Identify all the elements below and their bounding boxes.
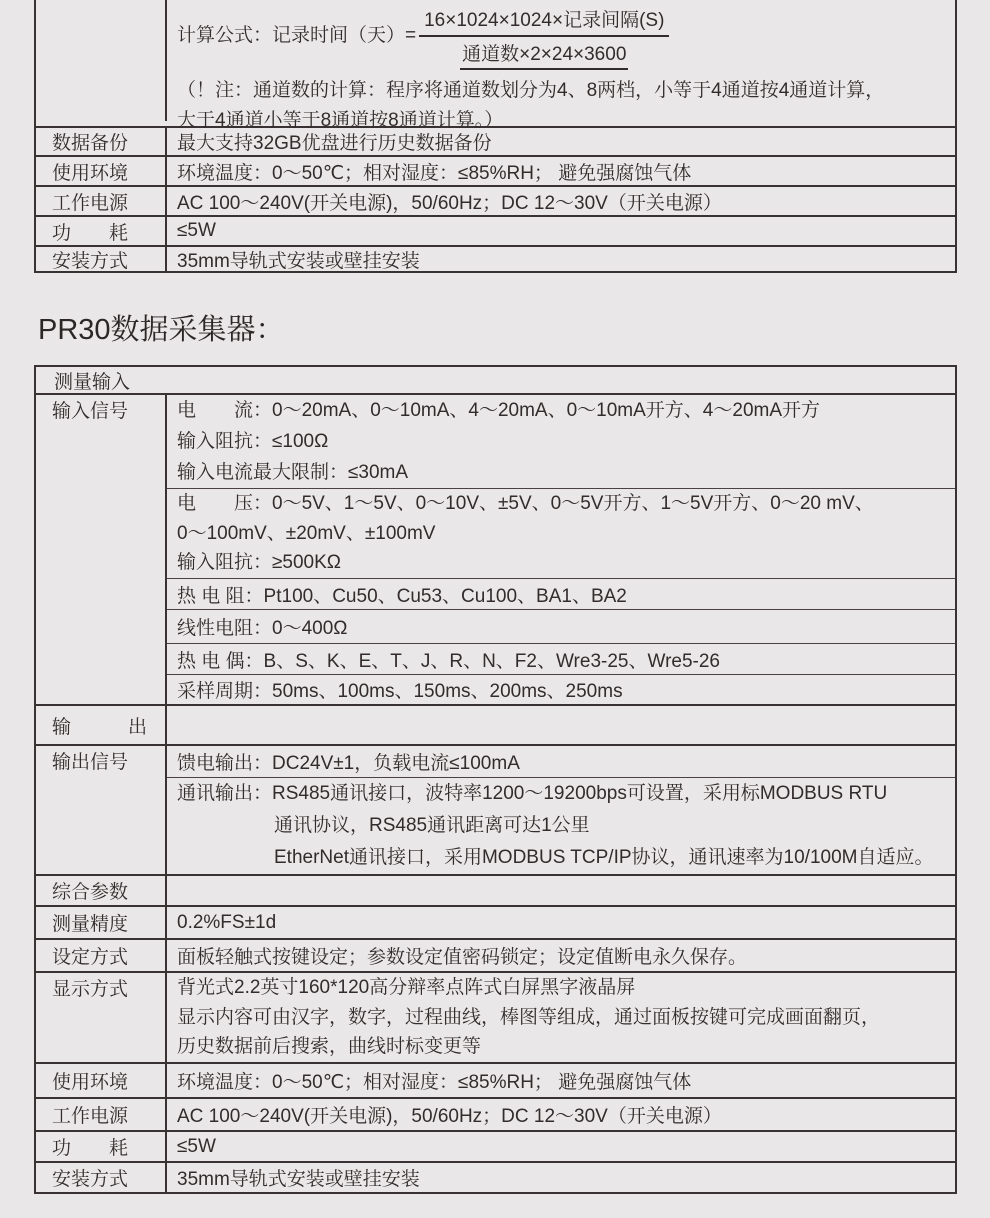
row-label: 工作电源 [36,187,167,215]
subrow-linear-resistance: 线性电阻：0～400Ω [167,609,955,643]
section-row-general-params [36,874,955,905]
input-signal-values [167,395,955,704]
formula-note-line1: （！注：通道数的计算：程序将通道数划分为4、8两档，小等于4通道按4通道计算， [177,80,885,101]
row-label: 安装方式 [36,1163,167,1192]
formula-denominator: 通道数×2×24×3600 [460,38,628,70]
spec-line: 电 流：0～20mA、0～10mA、4～20mA、0～10mA开方、4～20mA开方 [177,400,821,421]
row-power-consumption [36,1130,955,1161]
row-value: 35mm导轨式安装或壁挂安装 [177,1169,420,1190]
spec-table-main [34,365,957,1194]
row-label: 安装方式 [36,247,167,271]
empty-cell [167,706,955,744]
formula-prefix: 计算公式：记录时间（天）= [177,25,417,46]
record-time-formula [177,5,669,70]
spec-line: 背光式2.2英寸160*120高分辩率点阵式白屏黑字液晶屏 [177,977,636,999]
row-value: 面板轻触式按键设定；参数设定值密码锁定；设定值断电永久保存。 [177,947,748,968]
row-label: 使用环境 [36,157,167,185]
section-row-output [36,704,955,744]
subrow-thermocouple: 热 电 偶：B、S、K、E、T、J、R、N、F2、Wre3-25、Wre5-26 [167,643,955,674]
spec-line: 通讯输出：RS485通讯接口，波特率1200～19200bps可设置，采用标MODBUS RTU [177,783,888,804]
subrow-display [167,973,955,1062]
row-value: 环境温度：0～50℃；相对湿度：≤85%RH； 避免强腐蚀气体 [177,1072,692,1093]
row-label: 功 耗 [36,1132,167,1161]
row-label: 综合参数 [36,876,167,905]
subrow-voltage [167,488,955,578]
row-display-method [36,971,955,1062]
subrow-sampling-period: 采样周期：50ms、100ms、150ms、200ms、250ms [167,674,955,704]
row-data-backup [36,126,955,155]
row-label: 测量精度 [36,907,167,938]
row-environment [36,155,955,185]
row-label: 输 出 [36,706,167,744]
row-value: 最大支持32GB优盘进行历史数据备份 [177,133,492,154]
row-accuracy [36,905,955,938]
display-values [167,973,955,1062]
subrow-feed-output: 馈电输出：DC24V±1，负载电流≤100mA [177,753,520,774]
row-value: AC 100～240V(开关电源)，50/60Hz；DC 12～30V（开关电源） [177,1106,722,1127]
output-signal-values [167,746,955,874]
row-value: ≤5W [177,220,216,241]
row-environment [36,1062,955,1097]
row-label: 显示方式 [36,973,167,1062]
spec-line: 输入阻抗：≤100Ω [177,431,329,452]
formula-row [36,0,955,131]
row-label: 功 耗 [36,217,167,245]
section-title: 测量输入 [54,371,131,393]
row-power-supply [36,185,955,215]
row-input-signal [36,393,955,704]
spec-line: 电 压：0～5V、1～5V、0～10V、±5V、0～5V开方、1～5V开方、0～20 mV、 [177,493,874,515]
spec-line: 0～100mV、±20mV、±100mV [177,522,436,544]
row-label: 工作电源 [36,1099,167,1130]
formula-cell [167,0,955,131]
spec-line: EtherNet通讯接口，采用MODBUS TCP/IP协议，通讯速率为10/100M自适应。 [274,847,934,868]
row-label: 设定方式 [36,940,167,971]
section-row-measure-input [36,367,955,393]
empty-cell [167,876,955,905]
subrow-comm-output [167,777,955,874]
row-value: AC 100～240V(开关电源)，50/60Hz；DC 12～30V（开关电源） [177,192,722,214]
spec-line: 显示内容可由汉字，数字，过程曲线，棒图等组成，通过面板按键可完成画面翻页， [177,1006,881,1028]
formula-numerator: 16×1024×1024×记录间隔(S) [419,5,669,37]
spec-line: 输入电流最大限制：≤30mA [177,462,409,483]
subrow-rtd: 热 电 阻：Pt100、Cu50、Cu53、Cu100、BA1、BA2 [167,578,955,609]
row-mounting [36,245,955,271]
page-title: PR30数据采集器： [38,314,285,346]
row-value: 环境温度：0～50℃；相对湿度：≤85%RH； 避免强腐蚀气体 [177,162,692,184]
spec-line: 输入阻抗：≥500KΩ [177,552,342,574]
row-label: 输出信号 [36,746,167,874]
formula-row-label-cell [36,0,167,121]
spec-table-top [34,0,957,273]
row-value: 0.2%FS±1d [177,911,277,933]
row-value: 35mm导轨式安装或壁挂安装 [177,250,420,272]
formula-fraction [419,5,669,70]
row-label: 使用环境 [36,1064,167,1097]
row-value: ≤5W [177,1135,216,1157]
formula-note-line2: 大于4通道小等于8通道按8通道计算。） [177,110,504,131]
row-label: 数据备份 [36,128,167,155]
row-label: 输入信号 [36,395,167,704]
spec-line: 通讯协议，RS485通讯距离可达1公里 [274,815,590,836]
row-power-supply [36,1097,955,1130]
spec-line: 历史数据前后搜索，曲线时标变更等 [177,1036,482,1058]
row-mounting [36,1161,955,1192]
row-setting-method [36,938,955,971]
subrow-current [167,395,955,488]
row-power-consumption [36,215,955,245]
row-output-signal [36,744,955,874]
